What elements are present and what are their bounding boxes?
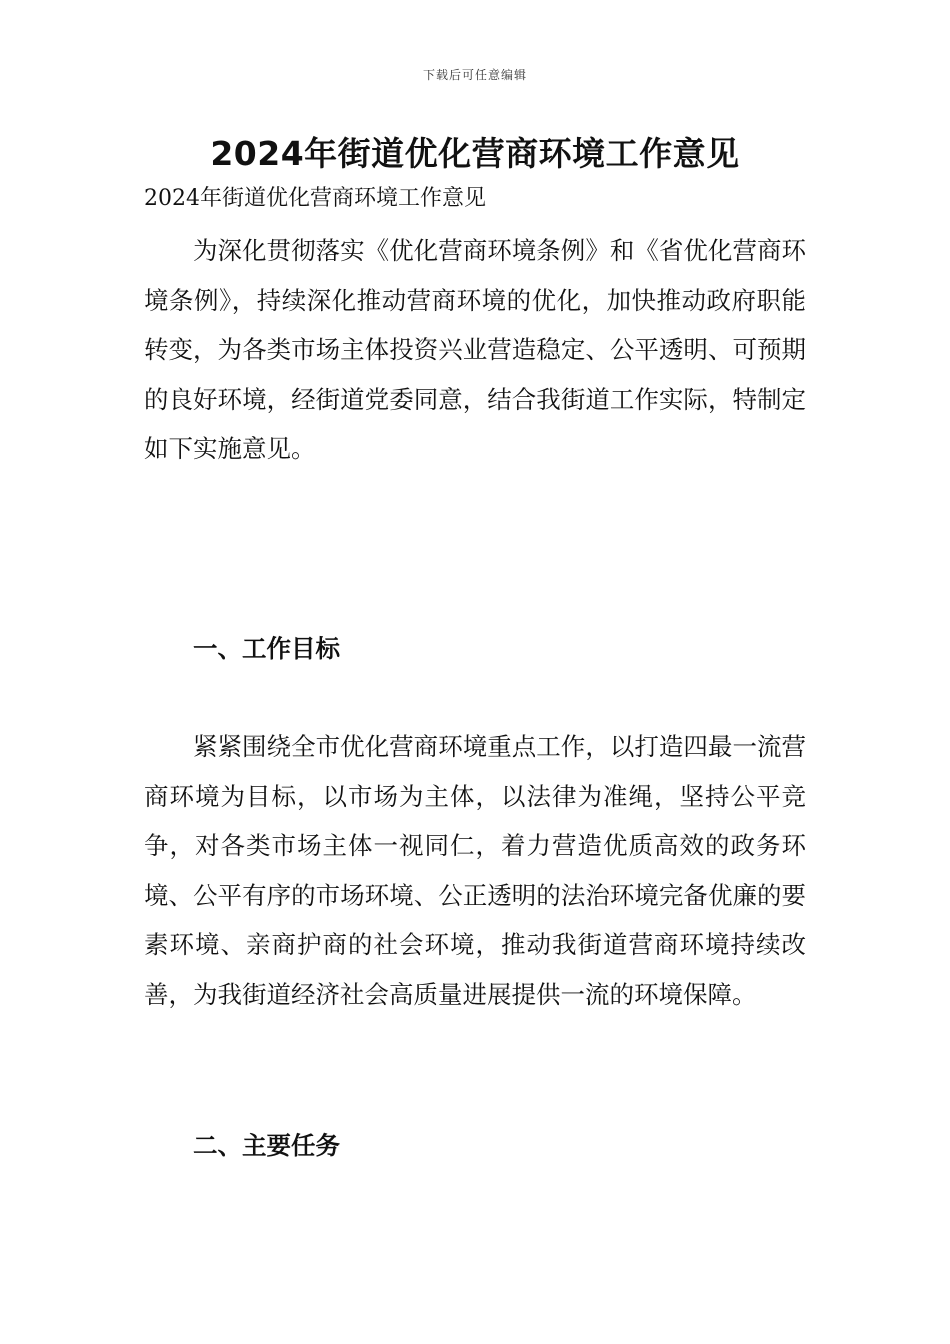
section-heading-goals: 一、工作目标 [193,634,340,663]
document-title: 2024年街道优化营商环境工作意见 [210,134,740,173]
intro-paragraph: 为深化贯彻落实《优化营商环境条例》和《省优化营商环境条例》，持续深化推动营商环境的优化，加快推动政府职能转变，为各类市场主体投资兴业营造稳定、公平透明、可预期的良好环境，经街道党委同意，结合我街道工作实际，特制定如下实施意见。 [144,236,806,463]
section-heading-tasks: 二、主要任务 [193,1131,340,1160]
document-subtitle: 2024年街道优化营商环境工作意见 [144,186,486,211]
goals-paragraph: 紧紧围绕全市优化营商环境重点工作，以打造四最一流营商环境为目标，以市场为主体，以法律为准绳，坚持公平竞争，对各类市场主体一视同仁，着力营造优质高效的政务环境、公平有序的市场环境、公正透明的法治环境完备优廉的要素环境、亲商护商的社会环境，推动我街道营商环境持续改善，为我街道经济社会高质量进展提供一流的环境保障。 [144,732,806,1009]
header-note: 下载后可任意编辑 [422,68,527,82]
